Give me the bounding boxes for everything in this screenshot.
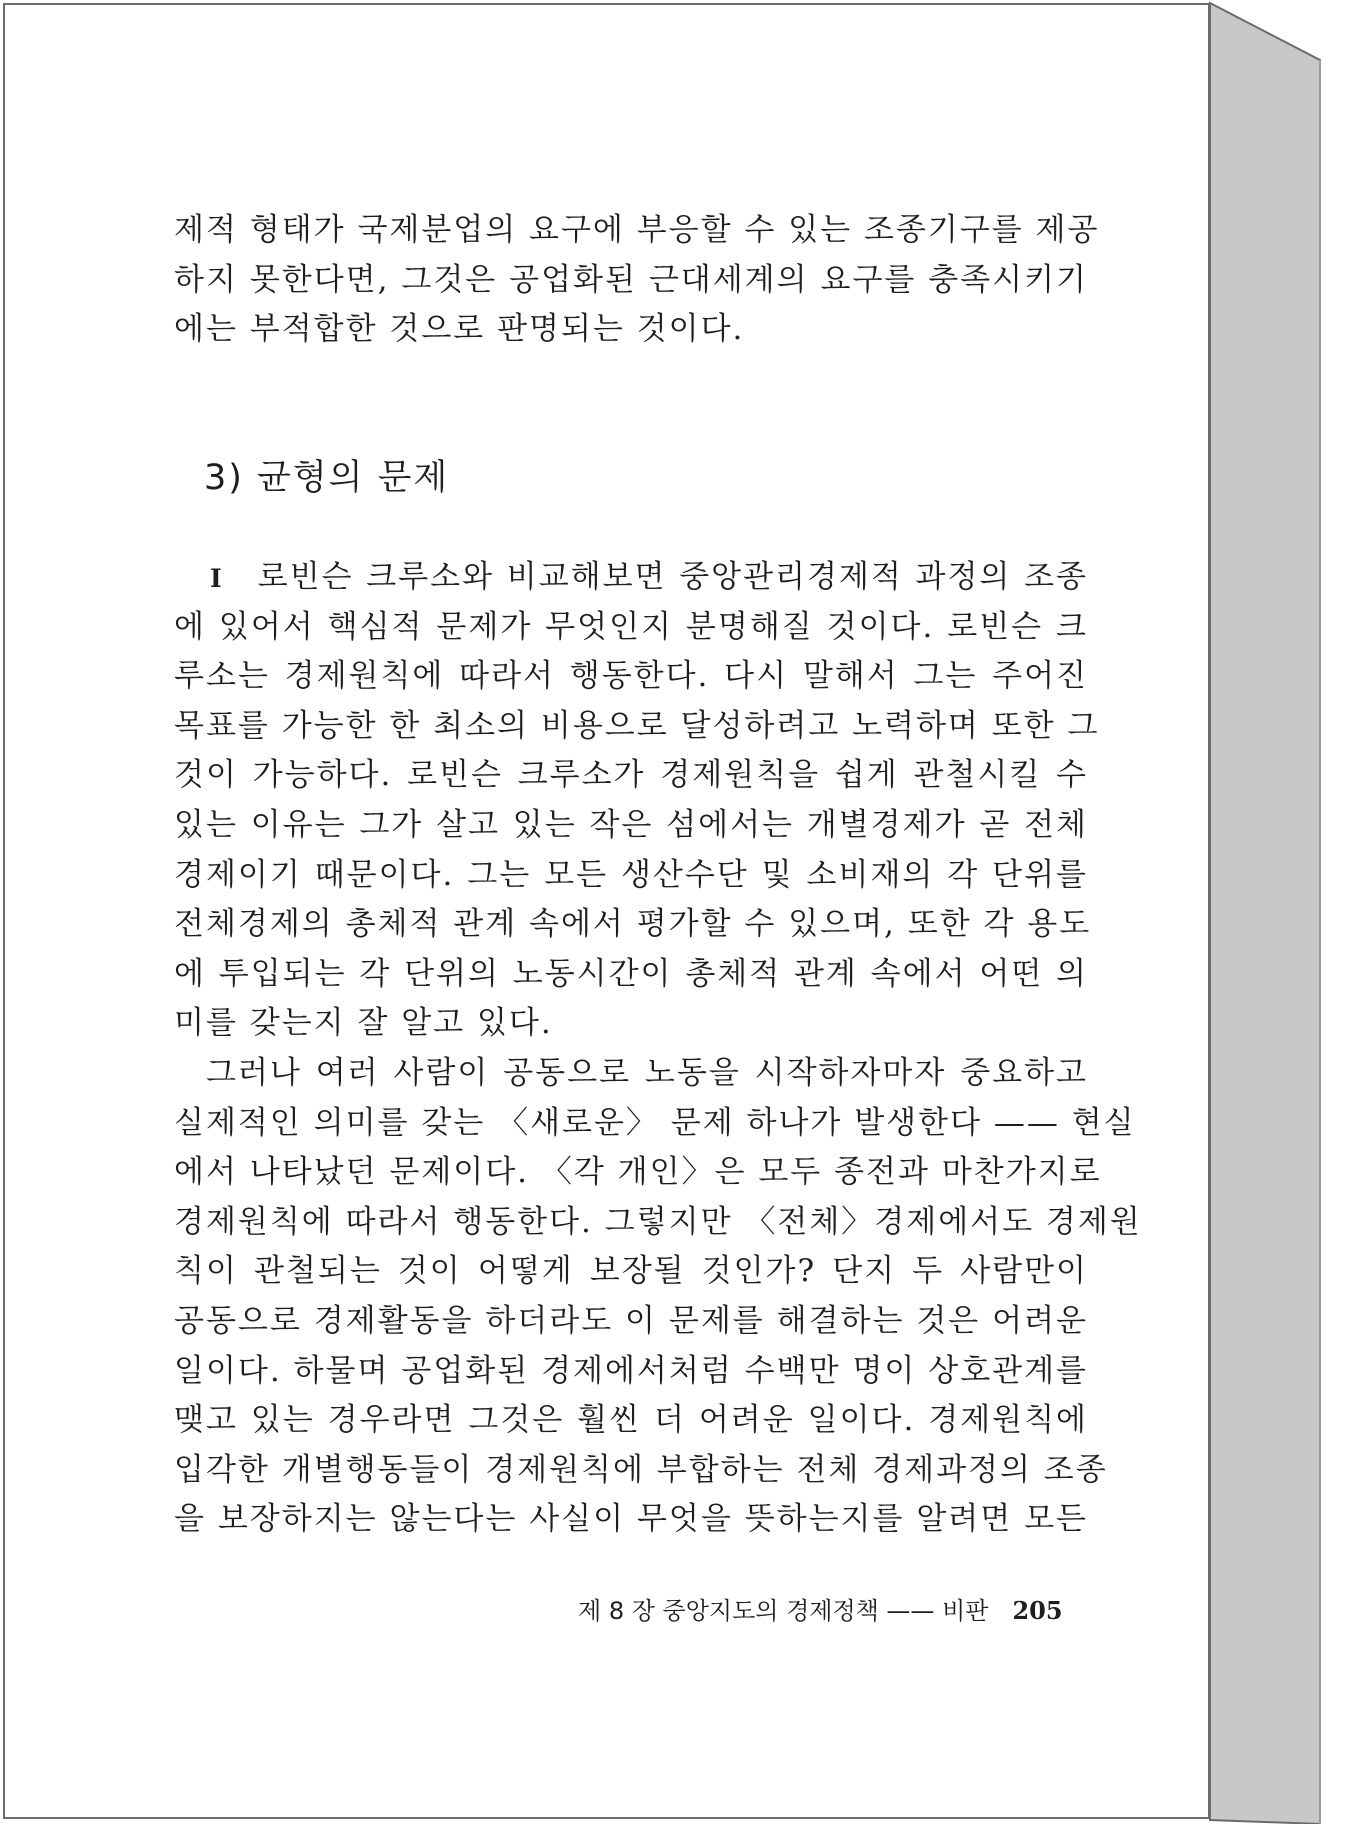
text-line: 맺고 있는 경우라면 그것은 훨씬 더 어려운 일이다. 경제원칙에 [174, 1402, 1088, 1439]
text-line: 에 투입되는 각 단위의 노동시간이 총체적 관계 속에서 어떤 의 [174, 955, 1088, 992]
text-line: 그러나 여러 사람이 공동으로 노동을 시작하자마자 중요하고 [206, 1054, 1088, 1091]
text-line: 루소는 경제원칙에 따라서 행동한다. 다시 말해서 그는 주어진 [174, 658, 1088, 695]
text-line: 에서 나타났던 문제이다. 〈각 개인〉은 모두 종전과 마찬가지로 [174, 1154, 1102, 1191]
text-line: 있는 이유는 그가 살고 있는 작은 섬에서는 개별경제가 곧 전체 [174, 806, 1088, 843]
text-line: 미를 갖는지 잘 알고 있다. [174, 1005, 553, 1042]
page-footer [578, 1591, 1063, 1626]
text-line: 목표를 가능한 한 최소의 비용으로 달성하려고 노력하며 또한 그 [174, 707, 1100, 744]
page-number: 205 [1012, 1596, 1063, 1625]
paragraph-marker: I [210, 564, 224, 593]
text-line: 입각한 개별행동들이 경제원칙에 부합하는 전체 경제과정의 조종 [174, 1451, 1108, 1488]
text-line: 을 보장하지는 않는다는 사실이 무엇을 뜻하는지를 알려면 모든 [174, 1501, 1088, 1538]
running-head: 제 8 장 중앙지도의 경제정책 —— 비판 [578, 1597, 989, 1625]
text-line: 경제이기 때문이다. 그는 모든 생산수단 및 소비재의 각 단위를 [174, 856, 1088, 893]
text-line: 제적 형태가 국제분업의 요구에 부응할 수 있는 조종기구를 제공 [174, 212, 1100, 248]
body-paragraphs [174, 553, 1142, 1545]
text-line: 로빈슨 크루소와 비교해보면 중앙관리경제적 과정의 조종 [257, 559, 1088, 595]
text-line: 에는 부적합한 것으로 판명되는 것이다. [174, 311, 745, 348]
text-line: 에 있어서 핵심적 문제가 무엇인지 분명해질 것이다. 로빈슨 크 [174, 608, 1088, 645]
text-line: 실제적인 의미를 갖는 〈새로운〉 문제 하나가 발생한다 —— 현실 [174, 1104, 1136, 1141]
text-line: 것이 가능하다. 로빈슨 크루소가 경제원칙을 쉽게 관철시킬 수 [174, 757, 1088, 794]
text-line: 칙이 관철되는 것이 어떻게 보장될 것인가? 단지 두 사람만이 [174, 1253, 1088, 1290]
text-line: 하지 못한다면, 그것은 공업화된 근대세계의 요구를 충족시키기 [174, 261, 1088, 298]
text-line: 전체경제의 총체적 관계 속에서 평가할 수 있으며, 또한 각 용도 [174, 906, 1092, 943]
section-heading: 3) 균형의 문제 [204, 458, 450, 498]
text-line: 경제원칙에 따라서 행동한다. 그렇지만 〈전체〉경제에서도 경제원 [174, 1203, 1142, 1240]
text-line: 일이다. 하물며 공업화된 경제에서처럼 수백만 명이 상호관계를 [174, 1352, 1088, 1389]
paragraph-1-first-line [174, 553, 1088, 603]
text-line: 공동으로 경제활동을 하더라도 이 문제를 해결하는 것은 어려운 [174, 1302, 1088, 1339]
top-paragraph [174, 206, 1100, 355]
